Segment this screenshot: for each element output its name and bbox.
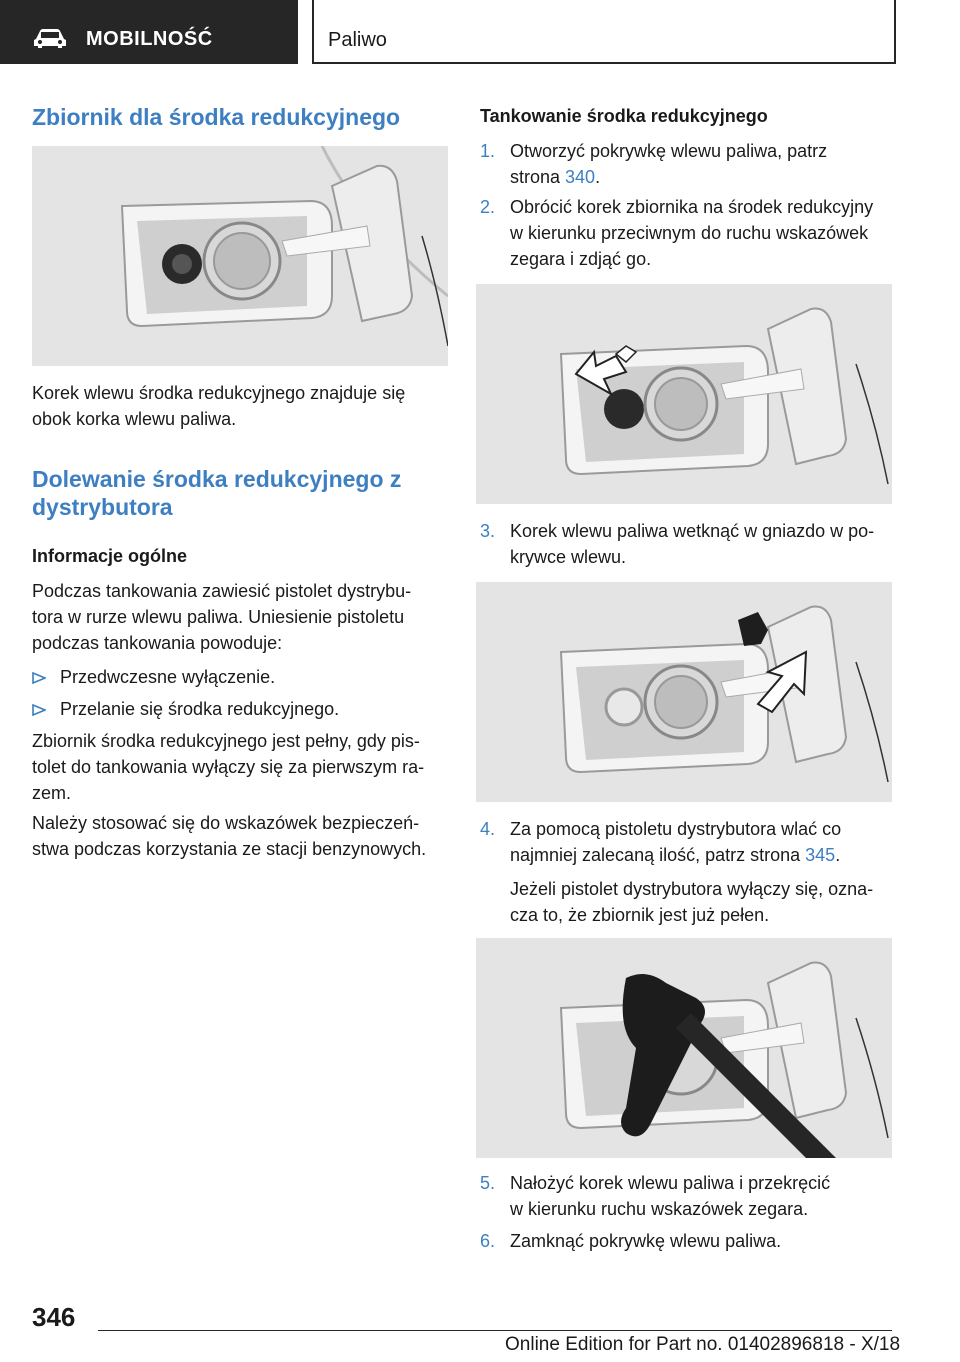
page-link-345[interactable]: 345: [805, 845, 836, 865]
step-text: .: [835, 845, 841, 865]
para-general-1: Podczas tankowania zawiesić pistolet dystrybu-: [32, 581, 412, 601]
step-number: 6.: [480, 1231, 496, 1251]
step-text: krywce wlewu.: [510, 547, 627, 567]
para-general-3: podczas tankowania powoduje:: [32, 633, 283, 653]
step-text: Nałożyć korek wlewu paliwa i przekręcić: [510, 1173, 831, 1193]
page-link-340[interactable]: 340: [565, 167, 596, 187]
para-cap-location-1: Korek wlewu środka redukcyjnego znajduje się: [32, 383, 406, 403]
step-note: cza to, że zbiornik jest już pełen.: [510, 905, 770, 925]
triangle-bullet-icon: [32, 672, 46, 684]
heading-refill-from-pump-2: dystrybutora: [32, 494, 173, 520]
heading-refilling-reductant: Tankowanie środka redukcyjnego: [480, 106, 768, 126]
para-full-3: zem.: [32, 783, 72, 803]
step-text: Obrócić korek zbiornika na środek redukcyjny: [510, 197, 874, 217]
section-tab: [0, 0, 298, 64]
para-general-2: tora w rurze wlewu paliwa. Uniesienie pistoletu: [32, 607, 405, 627]
fuel-flap-insert-illustration: [476, 582, 892, 802]
step-4: [480, 816, 900, 928]
bullet-text: Przelanie się środka redukcyjnego.: [60, 699, 340, 719]
step-note: Jeżeli pistolet dystrybutora wyłączy się, ozna-: [510, 879, 874, 899]
para-full-2: tolet do tankowania wyłączy się za pierwszym ra-: [32, 757, 425, 777]
step-text: Korek wlewu paliwa wetknąć w gniazdo w po-: [510, 521, 875, 541]
fuel-flap-illustration: [32, 146, 448, 366]
car-icon: [32, 27, 68, 49]
step-text: Zamknąć pokrywkę wlewu paliwa.: [510, 1231, 782, 1251]
figure-pump-nozzle: [476, 938, 892, 1158]
step-text: Otworzyć pokrywkę wlewu paliwa, patrz: [510, 141, 828, 161]
triangle-bullet-icon: [32, 704, 46, 716]
section-label: MOBILNOŚĆ: [86, 28, 213, 50]
step-1: [480, 138, 900, 190]
heading-refill-from-pump-1: Dolewanie środka redukcyjnego z: [32, 466, 402, 492]
step-text: w kierunku przeciwnym do ruchu wskazówek: [510, 223, 869, 243]
step-text: strona: [510, 167, 566, 187]
chapter-label: Paliwo: [328, 29, 387, 51]
step-6: [480, 1228, 900, 1254]
step-text: w kierunku ruchu wskazówek zegara.: [510, 1199, 809, 1219]
step-5: [480, 1170, 900, 1222]
step-text: Za pomocą pistoletu dystrybutora wlać co: [510, 819, 842, 839]
para-safety-2: stwa podczas korzystania ze stacji benzynowych.: [32, 839, 427, 859]
step-text: najmniej zalecaną ilość, patrz strona: [510, 845, 806, 865]
figure-rotate-cap: [476, 284, 892, 504]
step-number: 2.: [480, 197, 496, 217]
step-3: [480, 518, 900, 570]
figure-insert-cap: [476, 582, 892, 802]
subheading-general-info: Informacje ogólne: [32, 546, 188, 566]
step-number: 5.: [480, 1173, 496, 1193]
step-text: .: [595, 167, 601, 187]
list-item: [32, 696, 432, 722]
step-number: 1.: [480, 141, 496, 161]
para-full-1: Zbiornik środka redukcyjnego jest pełny, gdy pis-: [32, 731, 420, 751]
step-number: 3.: [480, 521, 496, 541]
page-number: 346: [32, 1302, 76, 1332]
step-2: [480, 194, 900, 272]
list-item: [32, 664, 432, 690]
para-safety-1: Należy stosować się do wskazówek bezpieczeń-: [32, 813, 420, 833]
step-number: 4.: [480, 819, 496, 839]
step-text: zegara i zdjąć go.: [510, 249, 652, 269]
para-cap-location-2: obok korka wlewu paliwa.: [32, 409, 237, 429]
fuel-flap-rotate-illustration: [476, 284, 892, 504]
footer-divider: [98, 1330, 892, 1331]
chapter-tab: [312, 0, 896, 64]
bullet-text: Przedwczesne wyłączenie.: [60, 667, 276, 687]
figure-reductant-cap: [32, 146, 448, 366]
pump-nozzle-illustration: [476, 938, 892, 1158]
footer-edition: Online Edition for Part no. 01402896818 - X/18: [505, 1334, 901, 1355]
heading-reductant-tank: Zbiornik dla środka redukcyjnego: [32, 104, 401, 130]
